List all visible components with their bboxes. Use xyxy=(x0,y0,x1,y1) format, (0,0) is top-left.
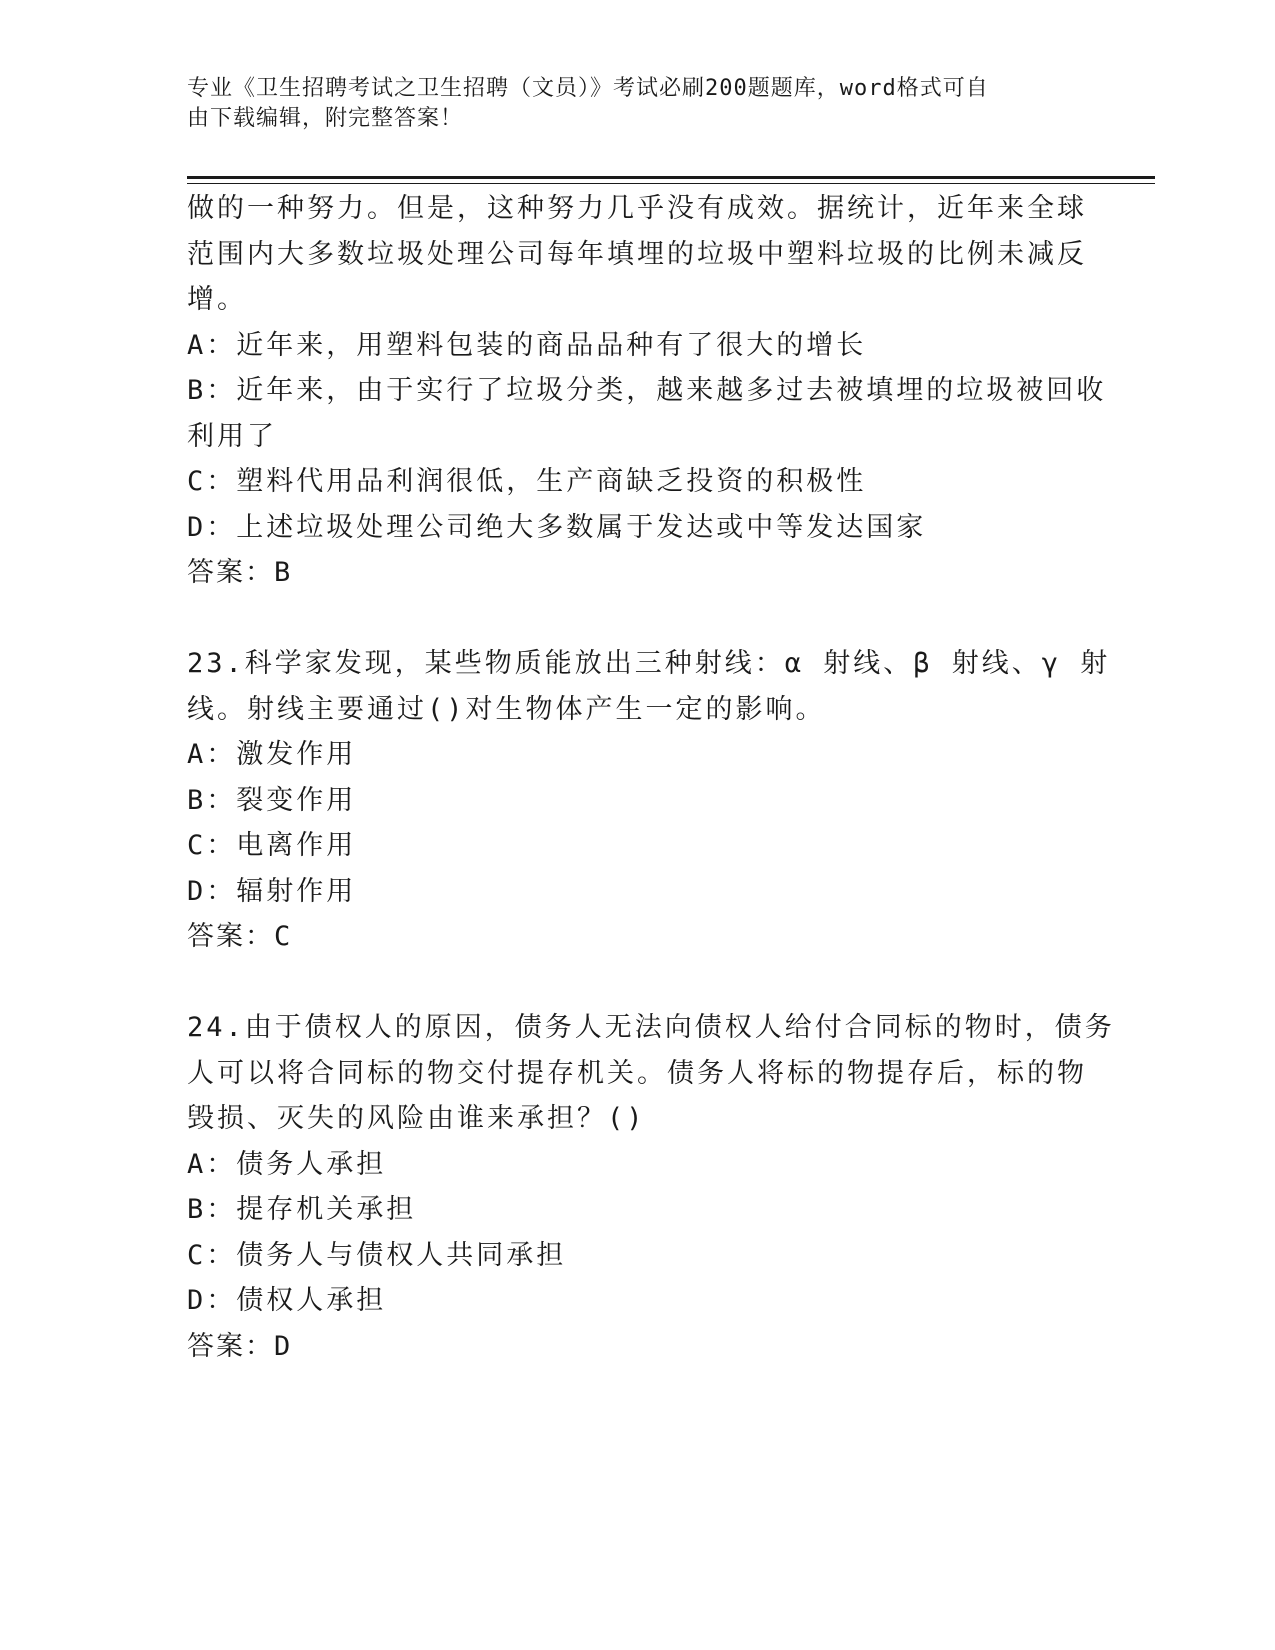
option-d: D：辐射作用 xyxy=(187,875,357,907)
question-22-continuation xyxy=(187,186,1107,596)
answer-label: 答案：C xyxy=(187,921,293,952)
question-stem-line: 线。射线主要通过()对生物体产生一定的影响。 xyxy=(187,693,826,725)
header-divider-thin xyxy=(187,183,1155,184)
answer-label: 答案：B xyxy=(187,557,293,588)
question-23 xyxy=(187,641,1111,960)
header-divider-thick xyxy=(187,176,1155,179)
question-stem-line: 23.科学家发现，某些物质能放出三种射线：α 射线、β 射线、γ 射 xyxy=(187,648,1111,679)
option-a: A：近年来，用塑料包装的商品品种有了很大的增长 xyxy=(187,329,867,361)
spacer xyxy=(187,596,1087,642)
option-a: A：激发作用 xyxy=(187,739,357,770)
option-a: A：债务人承担 xyxy=(187,1148,387,1180)
document-header xyxy=(187,74,1067,134)
option-b-line-1: B：近年来，由于实行了垃圾分类，越来越多过去被填埋的垃圾被回收 xyxy=(187,375,1107,406)
option-c: C：电离作用 xyxy=(187,830,357,861)
header-title-line-1: 专业《卫生招聘考试之卫生招聘（文员）》考试必刷200题题库，word格式可自 xyxy=(187,76,989,101)
option-b-line-2: 利用了 xyxy=(187,420,277,452)
question-24 xyxy=(187,1005,1115,1369)
option-c: C：塑料代用品利润很低，生产商缺乏投资的积极性 xyxy=(187,466,867,497)
question-stem-line: 范围内大多数垃圾处理公司每年填埋的垃圾中塑料垃圾的比例未减反 xyxy=(187,238,1087,270)
question-stem-line: 毁损、灭失的风险由谁来承担？() xyxy=(187,1103,646,1134)
header-title-line-2: 由下载编辑，附完整答案！ xyxy=(187,106,464,131)
answer-label: 答案：D xyxy=(187,1330,293,1362)
option-c: C：债务人与债权人共同承担 xyxy=(187,1239,567,1271)
option-d: D：上述垃圾处理公司绝大多数属于发达或中等发达国家 xyxy=(187,511,927,543)
spacer xyxy=(187,960,1087,1006)
option-d: D：债权人承担 xyxy=(187,1285,387,1316)
question-stem-line: 做的一种努力。但是，这种努力几乎没有成效。据统计，近年来全球 xyxy=(187,193,1087,224)
question-stem-line: 人可以将合同标的物交付提存机关。债务人将标的物提存后，标的物 xyxy=(187,1057,1087,1089)
question-stem-line: 增。 xyxy=(187,284,247,315)
question-content xyxy=(187,186,1115,1369)
option-b: B：提存机关承担 xyxy=(187,1194,417,1225)
question-stem-line: 24.由于债权人的原因，债务人无法向债权人给付合同标的物时，债务 xyxy=(187,1012,1115,1043)
option-b: B：裂变作用 xyxy=(187,784,357,816)
